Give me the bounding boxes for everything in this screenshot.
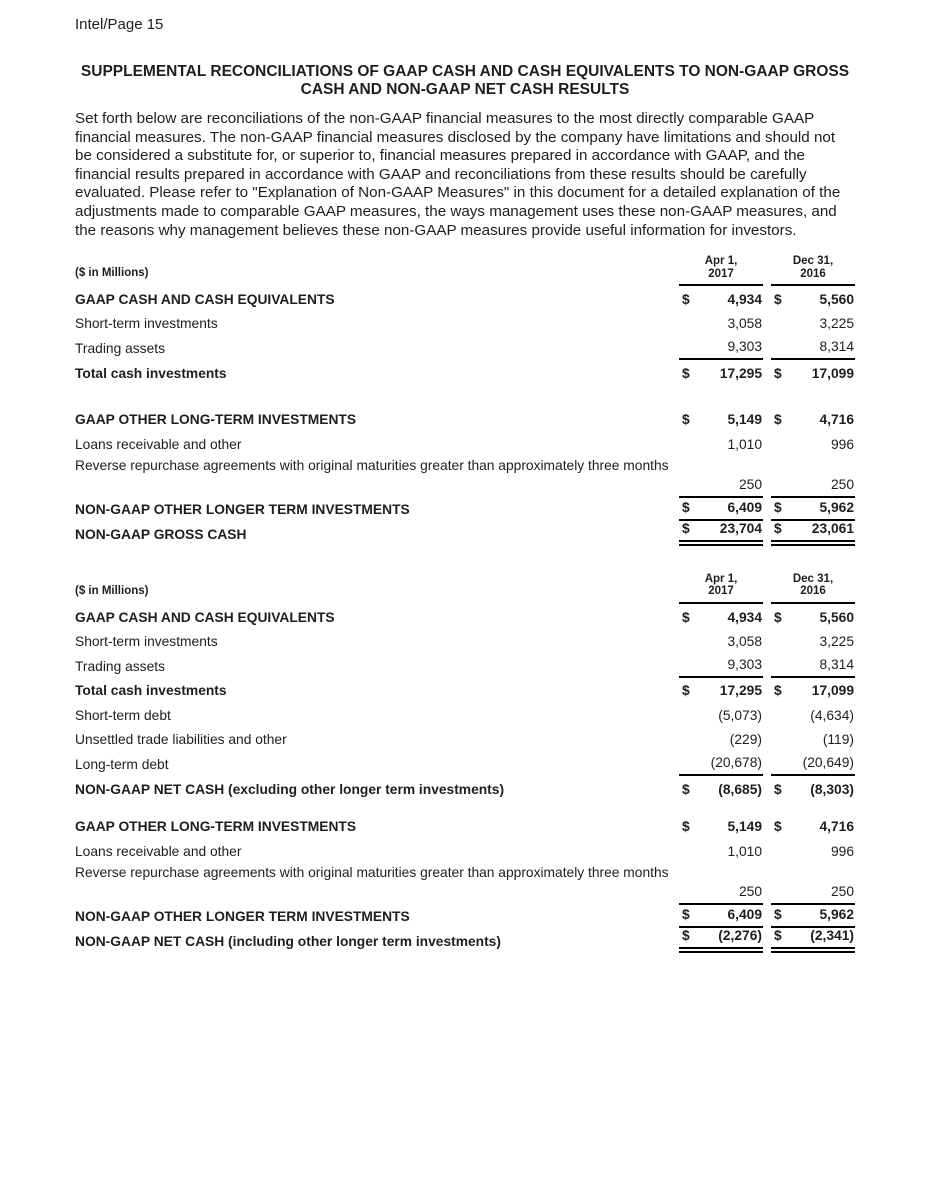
- intro-paragraph: Set forth below are reconciliations of the non-GAAP financial measures to the most directly comparable GAAP financial measures. The non-GAAP financial measures disclosed by the company have limitations and should not be considered a substitute for, or superior to, financial measures prepared in accordance with GAAP, and the financial results prepared in accordance with GAAP and reconciliations from these results should be carefully evaluated. Please refer to "Explanation of Non-GAAP Measures" in this document for a detailed explanation of the adjustments made to comparable GAAP measures, the ways management uses these non-GAAP measures, and the reasons why management believes these non-GAAP measures provide useful information for investors.: [75, 110, 841, 239]
- value-cell: [771, 776, 855, 801]
- row-label: Long-term debt: [75, 757, 169, 773]
- table-row: [75, 863, 855, 884]
- column-date-line: Dec 31,: [792, 255, 834, 268]
- value-cell: [771, 286, 855, 311]
- value-text: 4,934: [727, 291, 762, 307]
- column-header-apr-1-2017: [679, 573, 763, 604]
- spacer-row: [75, 801, 855, 814]
- table-row: [75, 838, 855, 863]
- value-cell: [679, 702, 763, 727]
- unit-label: ($ in Millions): [75, 584, 149, 597]
- table-row: [75, 311, 855, 336]
- value-cell: [679, 335, 763, 360]
- row-label: GAAP OTHER LONG-TERM INVESTMENTS: [75, 412, 357, 428]
- value-cell: [771, 407, 855, 432]
- value-cell: [679, 751, 763, 776]
- table-row: [75, 702, 855, 727]
- value-cell: [771, 521, 855, 546]
- value-text: 3,058: [727, 316, 762, 332]
- value-text: 5,149: [727, 819, 762, 835]
- value-text: 5,149: [727, 412, 762, 428]
- value-cell: [679, 629, 763, 654]
- value-cell: [679, 521, 763, 546]
- value-cell: [771, 727, 855, 752]
- value-text: (119): [822, 732, 854, 748]
- value-cell: [679, 604, 763, 629]
- value-text: (8,303): [810, 781, 854, 797]
- value-cell: [771, 838, 855, 863]
- table-row: [75, 477, 855, 497]
- table-row: [75, 629, 855, 654]
- column-header-dec-31-2016: [771, 573, 855, 604]
- value-text: 1,010: [727, 843, 762, 859]
- value-text: 3,225: [819, 316, 854, 332]
- value-text: 250: [738, 476, 762, 492]
- row-label: NON-GAAP NET CASH (excluding other longer term investments): [75, 781, 505, 797]
- dollar-sign: $: [774, 819, 782, 835]
- table-row: [75, 497, 855, 522]
- value-cell: [771, 904, 855, 929]
- row-label: Loans receivable and other: [75, 436, 242, 452]
- row-label: [75, 494, 679, 498]
- table-row: [75, 286, 855, 311]
- table-row: [75, 407, 855, 432]
- table-body: [75, 286, 855, 546]
- net-cash-reconciliation-table: [75, 573, 855, 953]
- table-header-row: [75, 573, 855, 604]
- value-cell: [679, 360, 763, 385]
- dollar-sign: $: [682, 500, 690, 516]
- row-label: NON-GAAP GROSS CASH: [75, 527, 247, 543]
- value-text: 4,716: [819, 819, 854, 835]
- table-row: [75, 884, 855, 904]
- value-cell: [771, 360, 855, 385]
- value-text: (20,649): [802, 755, 854, 771]
- row-label: NON-GAAP OTHER LONGER TERM INVESTMENTS: [75, 502, 410, 518]
- value-cell: [679, 286, 763, 311]
- table-row: [75, 431, 855, 456]
- column-header-apr-1-2017: [679, 255, 763, 286]
- dollar-sign: $: [774, 609, 782, 625]
- value-text: 5,962: [819, 907, 854, 923]
- table-row: [75, 776, 855, 801]
- value-text: 17,099: [811, 365, 854, 381]
- row-label: GAAP OTHER LONG-TERM INVESTMENTS: [75, 819, 357, 835]
- value-cell: [679, 884, 763, 905]
- page-header: Intel/Page 15: [75, 16, 164, 33]
- table-row: [75, 928, 855, 953]
- table-row: [75, 604, 855, 629]
- row-label: Reverse repurchase agreements with original maturities greater than approximately three months: [75, 457, 669, 473]
- dollar-sign: $: [682, 291, 690, 307]
- value-text: 9,303: [727, 338, 762, 354]
- value-text: 6,409: [727, 907, 762, 923]
- row-label: Short-term investments: [75, 316, 218, 332]
- table-row: [75, 360, 855, 385]
- dollar-sign: $: [774, 412, 782, 428]
- value-cell: [771, 884, 855, 905]
- row-label: [75, 901, 679, 905]
- dollar-sign: $: [774, 365, 782, 381]
- column-date-line: Apr 1,: [704, 255, 738, 268]
- value-text: 996: [830, 843, 854, 859]
- dollar-sign: $: [774, 907, 782, 923]
- row-label: GAAP CASH AND CASH EQUIVALENTS: [75, 609, 335, 625]
- value-text: 5,962: [819, 500, 854, 516]
- value-text: (20,678): [710, 755, 762, 771]
- dollar-sign: $: [682, 781, 690, 797]
- row-label: Reverse repurchase agreements with original maturities greater than approximately three months: [75, 864, 669, 880]
- spacer-row: [75, 385, 855, 407]
- table-row: [75, 456, 855, 477]
- value-text: 4,716: [819, 412, 854, 428]
- value-cell: [771, 653, 855, 678]
- value-cell: [771, 431, 855, 456]
- value-text: 996: [830, 436, 854, 452]
- dollar-sign: $: [682, 365, 690, 381]
- value-text: 3,058: [727, 634, 762, 650]
- row-label: Total cash investments: [75, 683, 227, 699]
- value-cell: [679, 407, 763, 432]
- value-text: 4,934: [727, 609, 762, 625]
- value-text: 8,314: [819, 338, 854, 354]
- value-text: 17,099: [811, 683, 854, 699]
- unit-label: ($ in Millions): [75, 267, 149, 280]
- row-label: Total cash investments: [75, 365, 227, 381]
- value-text: 9,303: [727, 656, 762, 672]
- row-label: NON-GAAP OTHER LONGER TERM INVESTMENTS: [75, 909, 410, 925]
- value-cell: [679, 776, 763, 801]
- value-text: (8,685): [718, 781, 762, 797]
- value-cell: [771, 751, 855, 776]
- value-text: 5,560: [819, 609, 854, 625]
- table-body: [75, 604, 855, 953]
- value-text: 250: [830, 476, 854, 492]
- value-cell: [771, 335, 855, 360]
- table-row: [75, 727, 855, 752]
- value-text: 6,409: [727, 500, 762, 516]
- value-text: (2,276): [718, 928, 762, 944]
- dollar-sign: $: [682, 609, 690, 625]
- row-label: Short-term debt: [75, 707, 171, 723]
- dollar-sign: $: [774, 500, 782, 516]
- value-cell: [771, 311, 855, 336]
- value-cell: [771, 678, 855, 703]
- title-line-1: SUPPLEMENTAL RECONCILIATIONS OF GAAP CASH AND CASH EQUIVALENTS TO NON-GAAP GROSS: [80, 63, 850, 80]
- title-line-2: CASH AND NON-GAAP NET CASH RESULTS: [300, 80, 630, 98]
- table-row: [75, 521, 855, 546]
- value-cell: [771, 477, 855, 498]
- value-text: (229): [729, 732, 762, 748]
- value-text: 17,295: [719, 683, 762, 699]
- row-label: Short-term investments: [75, 634, 218, 650]
- value-text: (5,073): [718, 707, 762, 723]
- value-cell: [679, 311, 763, 336]
- value-text: 8,314: [819, 656, 854, 672]
- value-text: 250: [830, 883, 854, 899]
- row-label: Trading assets: [75, 658, 165, 674]
- column-header-dec-31-2016: [771, 255, 855, 286]
- value-text: 5,560: [819, 291, 854, 307]
- value-cell: [679, 814, 763, 839]
- value-cell: [771, 629, 855, 654]
- value-text: (4,634): [810, 707, 854, 723]
- value-cell: [679, 477, 763, 498]
- dollar-sign: $: [774, 781, 782, 797]
- row-label: Trading assets: [75, 340, 165, 356]
- value-cell: [771, 814, 855, 839]
- table-row: [75, 653, 855, 678]
- value-cell: [679, 497, 763, 522]
- row-label: NON-GAAP NET CASH (including other longer term investments): [75, 934, 501, 950]
- value-cell: [679, 904, 763, 929]
- row-label: GAAP CASH AND CASH EQUIVALENTS: [75, 291, 335, 307]
- column-date-line: Dec 31,: [792, 572, 834, 585]
- value-cell: [771, 604, 855, 629]
- dollar-sign: $: [682, 412, 690, 428]
- dollar-sign: $: [774, 291, 782, 307]
- table-row: [75, 814, 855, 839]
- column-date-line: 2016: [800, 585, 826, 598]
- value-text: 17,295: [719, 365, 762, 381]
- table-row: [75, 335, 855, 360]
- value-cell: [679, 928, 763, 953]
- dollar-sign: $: [682, 819, 690, 835]
- dollar-sign: $: [682, 907, 690, 923]
- value-text: 23,704: [719, 521, 762, 537]
- dollar-sign: $: [682, 928, 690, 944]
- dollar-sign: $: [774, 928, 782, 944]
- table-row: [75, 751, 855, 776]
- table-row: [75, 678, 855, 703]
- row-label: Loans receivable and other: [75, 843, 242, 859]
- value-cell: [771, 702, 855, 727]
- value-text: 250: [738, 883, 762, 899]
- column-date-line: 2016: [800, 267, 826, 280]
- table-row: [75, 904, 855, 929]
- dollar-sign: $: [774, 683, 782, 699]
- document-title: [75, 63, 855, 98]
- column-date-line: 2017: [708, 585, 734, 598]
- dollar-sign: $: [774, 521, 782, 537]
- dollar-sign: $: [682, 521, 690, 537]
- value-text: (2,341): [810, 928, 854, 944]
- column-date-line: Apr 1,: [704, 572, 738, 585]
- value-text: 1,010: [727, 436, 762, 452]
- value-text: 23,061: [811, 521, 854, 537]
- value-cell: [771, 928, 855, 953]
- column-date-line: 2017: [708, 267, 734, 280]
- table-header-row: [75, 255, 855, 286]
- value-cell: [679, 653, 763, 678]
- value-cell: [679, 838, 763, 863]
- value-text: 3,225: [819, 634, 854, 650]
- row-label: Unsettled trade liabilities and other: [75, 732, 287, 748]
- value-cell: [679, 678, 763, 703]
- value-cell: [771, 497, 855, 522]
- dollar-sign: $: [682, 683, 690, 699]
- value-cell: [679, 727, 763, 752]
- value-cell: [679, 431, 763, 456]
- gross-cash-reconciliation-table: [75, 255, 855, 546]
